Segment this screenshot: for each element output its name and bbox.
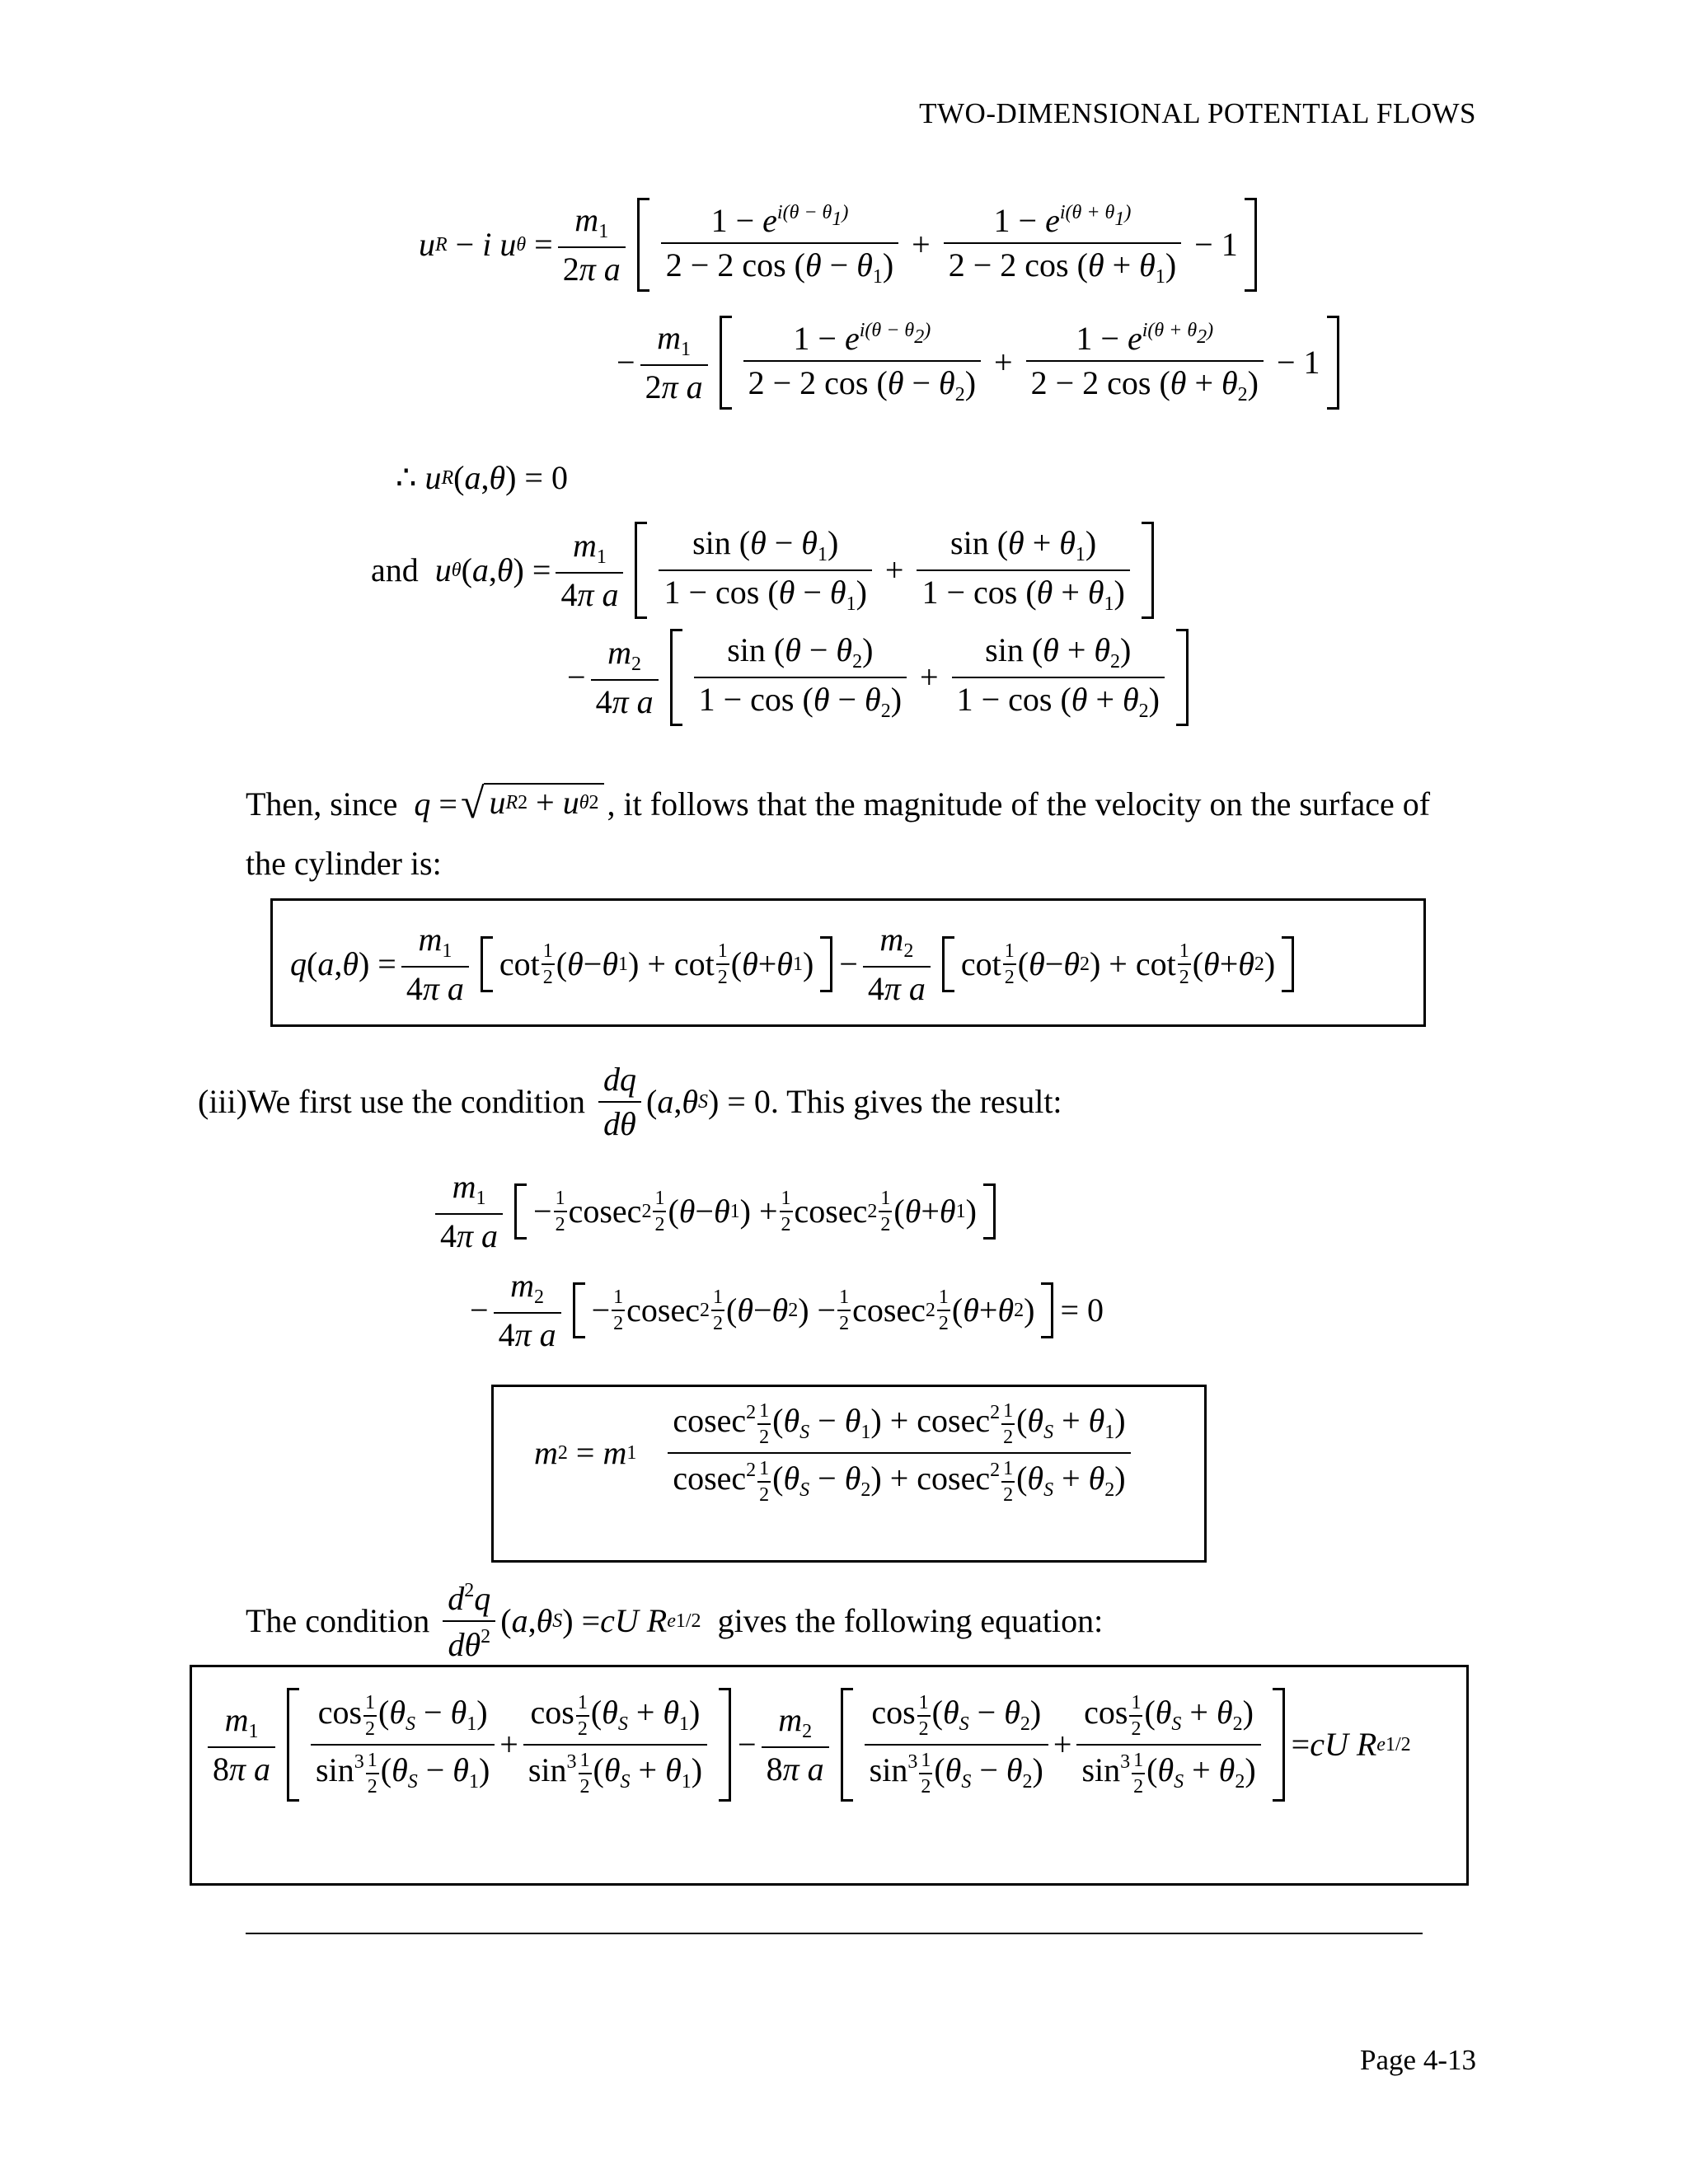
paragraph-second-condition: The condition $\frac{d^2q}{d\theta^2}$ ( a , θ S ) = cU R e 1/2 gives the following equation: <box>246 1580 1104 1663</box>
equation-velocity-complex-line1: u R − i u θ = $\frac{m_1}{\text{2π a}}$ $\frac{1 - e^{i(\theta - \theta_1)}}{2 - 2 \cos (\theta - \theta_1)}$ + $\frac{1 - e^{i(\theta + \theta_1)}}{2 - 2 \cos (\theta + \theta_1)}$ − 1 <box>419 198 1264 292</box>
equation-tangential-velocity-line1: and u θ ( a , θ ) = $\frac{m_1}{\text{4π a}}$ $\frac{\sin (\theta - \theta_1)}{1 - \cos (\theta - \theta_1)}$ + $\frac{\sin (\theta + \theta_1)}{1 - \cos (\theta + \theta_1)}$ <box>371 522 1160 619</box>
equation-second-derivative: $\frac{m_1}{\text{8π a}}$ cos $\frac{1}{2}$ $(\theta_S - \theta_1)$ $\sin^3$ $\frac{1}{2}$ $(\theta_S - \theta_1)$ + cos $\frac{1}{2}$ $(\theta_S + \theta_1)$ $\sin^3$ $\frac{1}{2}$ $(\theta_S + \theta_1)$ − $\frac{m_2}{\text{8π a}}$ cos $\frac{1}{2}$ $(\theta_S - \theta_2)$ $\sin^3$ $\frac{1}{2}$ $(\theta_S - \theta_2)$ + cos $\frac{1}{2}$ $(\theta_S + \theta_2)$ $\sin^3$ $\frac{1}{2}$ $(\theta_S + \theta_2)$ = cU R e 1/2 <box>203 1688 1411 1802</box>
paragraph-part-iii: (iii)We first use the condition $\frac{dq}{d\theta}$ ( a , θ S ) = 0 . This gives the result: <box>198 1061 1062 1142</box>
equation-radial-velocity-zero: ∴ u R ( a , θ ) = 0 <box>396 459 568 496</box>
running-header: TWO-DIMENSIONAL POTENTIAL FLOWS <box>919 97 1476 129</box>
equation-m2-result: m 2 = m 1 cosec$^2$ $\frac{1}{2}$ $(\theta_S - \theta_1) + cosec^2$ $\frac{1}{2}$ $(\theta_S + \theta_1)$ cosec$^2$ $\frac{1}{2}$ $(\theta_S - \theta_2) + cosec^2$ $\frac{1}{2}$ $(\theta_S + \theta_2)$ <box>534 1401 1136 1505</box>
equation-velocity-complex-line2: − $\frac{m_1}{\text{2π a}}$ $\frac{1 - e^{i(\theta - \theta_2)}}{2 - 2 \cos (\theta - \theta_2)}$ + $\frac{1 - e^{i(\theta + \theta_2)}}{2 - 2 \cos (\theta + \theta_2)}$ − 1 <box>617 316 1346 410</box>
equation-first-derivative-line2: − $\frac{m_2}{\text{4π a}}$ − $\frac{1}{2}$ cosec 2 $\frac{1}{2}$ ( θ − θ 2 ) − $\frac{1}{2}$ cosec 2 $\frac{1}{2}$ ( θ + θ 2 ) = 0 <box>470 1267 1104 1353</box>
equation-first-derivative-line1: $\frac{m_1}{\text{4π a}}$ − $\frac{1}{2}$ cosec 2 $\frac{1}{2}$ ( θ − θ 1 ) + $\frac{1}{2}$ cosec 2 $\frac{1}{2}$ ( θ + θ 1 ) <box>430 1170 1002 1253</box>
page-number: Page 4-13 <box>1360 2044 1476 2076</box>
bottom-rule <box>246 1933 1423 1934</box>
equation-tangential-velocity-line2: − $\frac{m_2}{\text{4π a}}$ $\frac{\sin (\theta - \theta_2)}{1 - \cos (\theta - \theta_2)}$ + $\frac{\sin (\theta + \theta_2)}{1 - \cos (\theta + \theta_2)}$ <box>567 629 1195 726</box>
paragraph-cylinder: the cylinder is: <box>246 845 442 882</box>
paragraph-then-since: Then, since q = √ u R 2 + u θ 2 , it follows that the magnitude of the velocity on the surface of <box>246 780 1431 827</box>
equation-surface-speed: q ( a , θ ) = $\frac{m_1}{\text{4π a}}$ cot $\frac{1}{2}$ ( θ − θ 1 ) + cot $\frac{1}{2}$ ( θ + θ 1 ) − $\frac{m_2}{\text{4π a}}$ cot $\frac{1}{2}$ ( θ − θ 2 ) + cot $\frac{1}{2}$ ( θ + θ 2 ) <box>290 923 1301 1005</box>
